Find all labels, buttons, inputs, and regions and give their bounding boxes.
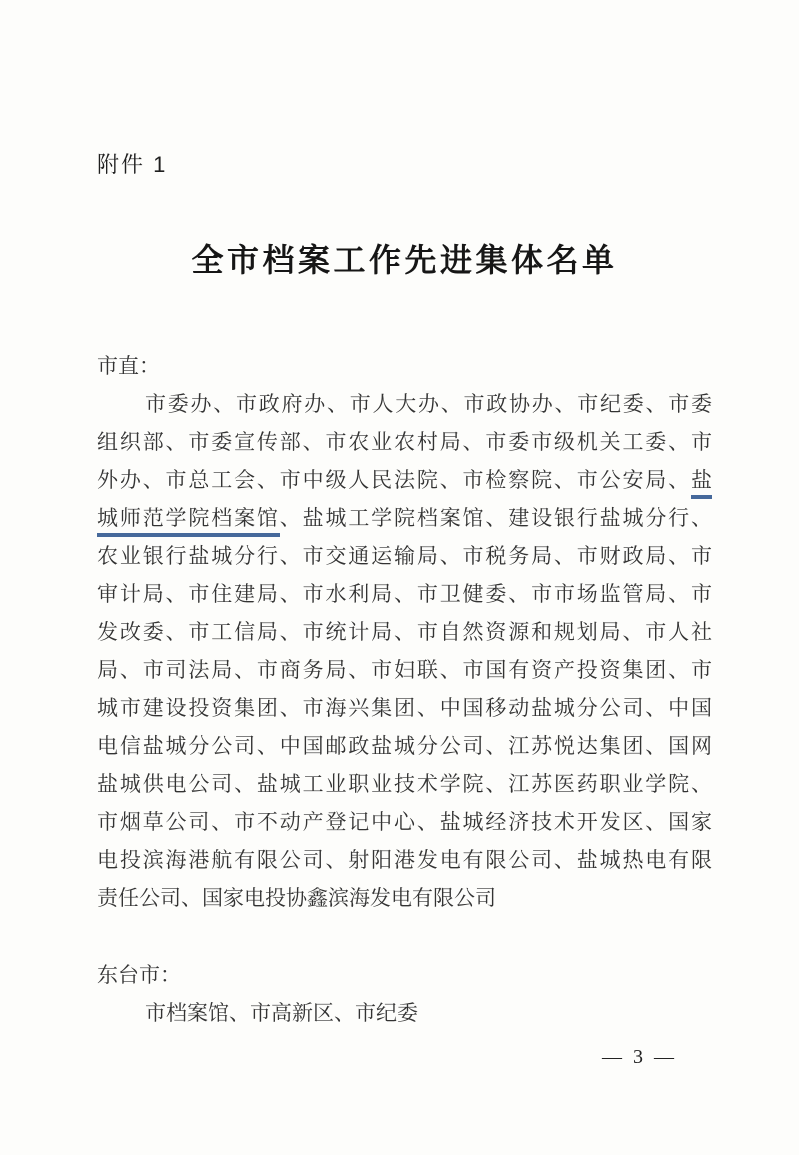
text-line xyxy=(97,879,712,917)
text-line xyxy=(97,803,712,841)
text-line xyxy=(97,994,712,1032)
text-segment: 组织部、市委宣传部、市农业农村局、市委市级机关工委、市 xyxy=(97,430,712,454)
text-line xyxy=(97,537,712,575)
section xyxy=(97,956,712,1032)
text-segment: 发改委、市工信局、市统计局、市自然资源和规划局、市人社 xyxy=(97,620,712,644)
attachment-label: 附件 1 xyxy=(97,152,168,177)
text-segment: 市烟草公司、市不动产登记中心、盐城经济技术开发区、国家 xyxy=(97,810,712,834)
text-line xyxy=(97,765,712,803)
text-line xyxy=(97,385,712,423)
text-segment: 市档案馆、市高新区、市纪委 xyxy=(145,1001,418,1025)
text-segment: 、盐城工学院档案馆、建设银行盐城分行、 xyxy=(279,506,713,530)
section xyxy=(97,347,712,917)
text-segment: 审计局、市住建局、市水利局、市卫健委、市市场监管局、市 xyxy=(97,582,712,606)
text-segment: 电信盐城分公司、中国邮政盐城分公司、江苏悦达集团、国网 xyxy=(97,734,712,758)
document-body xyxy=(97,347,712,1032)
page-title: 全市档案工作先进集体名单 xyxy=(191,242,618,278)
section-label: 东台市： xyxy=(97,963,181,987)
text-segment: 农业银行盐城分行、市交通运输局、市税务局、市财政局、市 xyxy=(97,544,712,568)
text-segment: 局、市司法局、市商务局、市妇联、市国有资产投资集团、市 xyxy=(97,658,712,682)
text-segment: 城市建设投资集团、市海兴集团、中国移动盐城分公司、中国 xyxy=(97,696,712,720)
text-segment: 市委办、市政府办、市人大办、市政协办、市纪委、市委 xyxy=(145,392,712,416)
text-segment: 外办、市总工会、市中级人民法院、市检察院、市公安局、 xyxy=(97,468,691,492)
text-line xyxy=(97,651,712,689)
underlined-text: 城师范学院档案馆 xyxy=(97,506,280,537)
text-line xyxy=(97,423,712,461)
text-line xyxy=(97,689,712,727)
text-line xyxy=(97,613,712,651)
text-line xyxy=(97,499,712,537)
page-number: — 3 — xyxy=(602,1046,677,1068)
text-line xyxy=(97,461,712,499)
section-label: 市直： xyxy=(97,354,160,378)
text-line xyxy=(97,841,712,879)
text-segment: 电投滨海港航有限公司、射阳港发电有限公司、盐城热电有限 xyxy=(97,848,712,872)
text-segment: 盐城供电公司、盐城工业职业技术学院、江苏医药职业学院、 xyxy=(97,772,712,796)
text-line xyxy=(97,575,712,613)
text-line xyxy=(97,727,712,765)
text-segment: 责任公司、国家电投协鑫滨海发电有限公司 xyxy=(97,886,496,910)
underlined-text: 盐 xyxy=(691,468,712,499)
